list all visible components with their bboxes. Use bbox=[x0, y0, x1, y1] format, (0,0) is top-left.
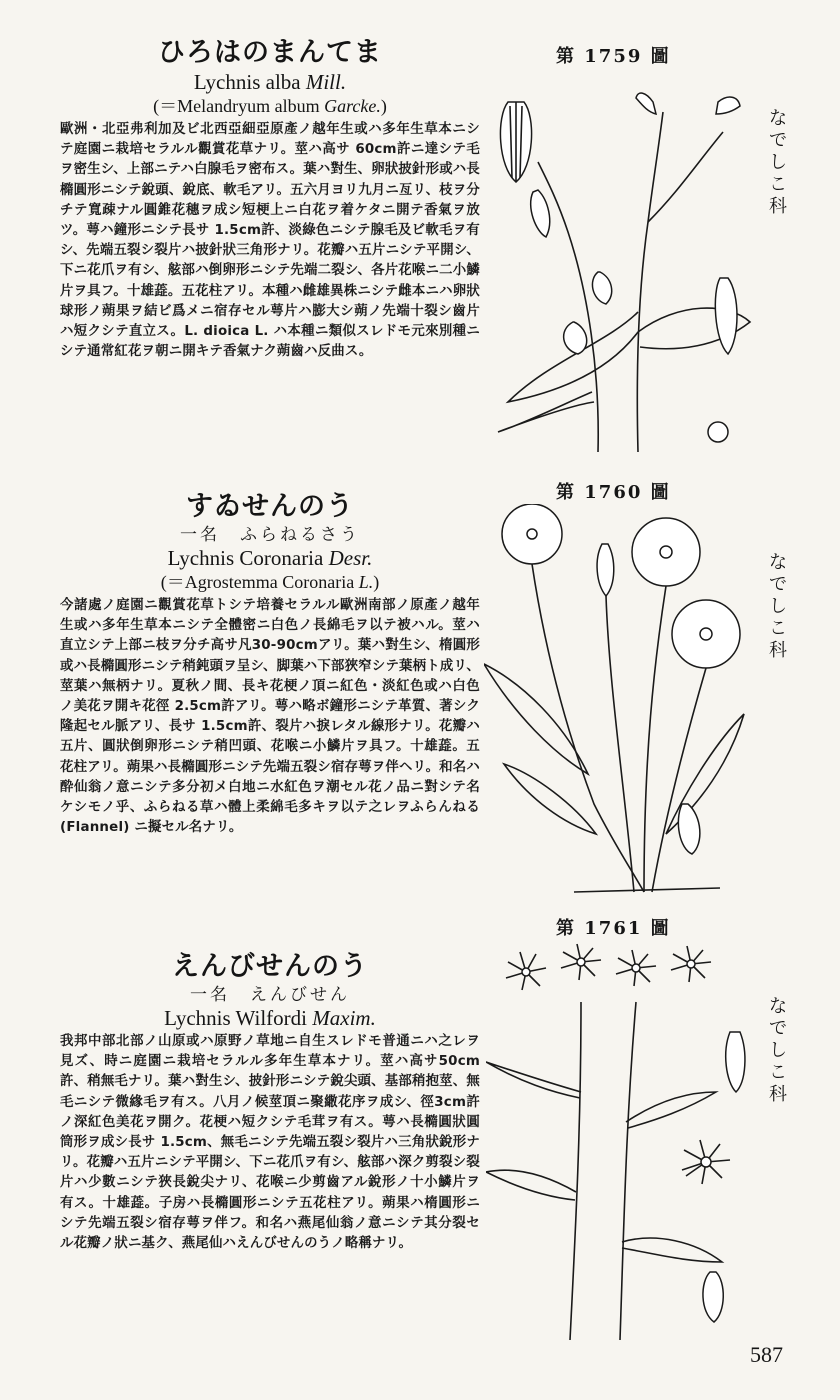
synonym: (＝Agrostemma Coronaria L.) bbox=[160, 572, 380, 592]
illustration-1760 bbox=[484, 504, 756, 896]
latin-name: Lychnis alba Mill. bbox=[193, 70, 347, 94]
family-label: なでしこ科 bbox=[769, 996, 787, 1105]
figure-label: 第 1759 圖 bbox=[556, 46, 671, 67]
entry-title-jp: ひろはのまんてま bbox=[158, 37, 382, 68]
entry-title-jp: すゐせんのう bbox=[186, 491, 354, 522]
illustration-1759 bbox=[488, 72, 758, 460]
family-label: なでしこ科 bbox=[769, 552, 787, 661]
synonym: (＝Melandryum album Garcke.) bbox=[153, 96, 387, 116]
description: 歐洲・北亞弗利加及ビ北西亞細亞原產ノ越年生或ハ多年生草本ニシテ庭園ニ栽培セラルル觀賞花草ナリ。莖ハ高サ 60cm許ニ達シテ毛ヲ密生シ、上部ニテハ白腺毛ヲ密布ス。葉ハ對生、卵狀披針形或ハ長橢圓形ニシテ銳頭、銳底、軟毛アリ。五六月ヨリ九月ニ亙リ、枝ヲ分チテ寬疎ナル圓錐花穗ヲ成シ短梗上ニ白花ヲ着ケタニ開テ香氣ヲ放ツ。萼ハ鐘形ニシテ長サ 1.5cm許、淡綠色ニシテ腺毛及ビ軟毛ヲ有シ、先端五裂シ裂片ハ披針狀三角形ナリ。花瓣ハ五片ニシテ平開シ、下ニ花爪ヲ有シ、舷部ハ倒卵形ニシテ先端二裂シ、各片花喉ニ二小鱗片ヲ具フ。十雄蕋。五花柱アリ。本種ハ雌雄異株ニシテ雌本ニハ卵狀球形ノ蒴果ヲ結ビ爲メニ宿存セル萼片ハ膨大シ蒴ノ先端十裂シ齒片ハ短クシテ直立ス。L. dioica L. ハ本種ニ類似スレドモ元來別種ニシテ通常紅花ヲ朝ニ開キテ香氣ナク蒴齒ハ反曲ス。 bbox=[60, 122, 480, 360]
latin-name: Lychnis Coronaria Desr. bbox=[167, 546, 373, 570]
alias: 一名 ふらねるさう bbox=[180, 525, 360, 545]
description: 今諸處ノ庭園ニ觀賞花草トシテ培養セラルル歐洲南部ノ原產ノ越年生或ハ多年生草本ニシテ全體密ニ白色ノ長綿毛ヲ以テ被ハル。莖ハ直立シテ上部ニ枝ヲ分チ高サ凡30-90cmアリ。葉ハ對生シ、楕圓形或ハ長橢圓形ニシテ稍鈍頭ヲ呈シ、脚葉ハ下部狹窄シテ葉柄ト成リ、莖葉ハ無柄ナリ。夏秋ノ間、長キ花梗ノ頂ニ紅色・淡紅色或ハ白色ノ美花ヲ開キ花徑 2.5cm許アリ。萼ハ略ボ鐘形ニシテ革質、著シク隆起セル脈アリ、長サ 1.5cm許、裂片ハ捩レタル線形ナリ。花瓣ハ五片、圓狀倒卵形ニシテ稍凹頭、花喉ニ小鱗片ヲ具フ。十雄蕋。五花柱アリ。蒴果ハ長橢圓形ニシテ先端五裂シ宿存萼ヲ伴ヘリ。和名ハ酔仙翁ノ意ニシテ多分初メ白地ニ水紅色ヲ潮セル花ノ品ニ對シテ名ケシモノ乎、ふらねる草ハ體上柔綿毛多キヲ以テ之レヲふらんねる (Flannel) ニ擬セル名ナリ。 bbox=[60, 598, 480, 836]
figure-label: 第 1760 圖 bbox=[556, 482, 671, 503]
latin-name: Lychnis Wilfordi Maxim. bbox=[164, 1006, 376, 1030]
page-number: 587 bbox=[750, 1342, 783, 1367]
entry-title-jp: えんびせんのう bbox=[172, 951, 368, 982]
illustration-1761 bbox=[486, 942, 756, 1340]
description: 我邦中部北部ノ山原或ハ原野ノ草地ニ自生スレドモ普通ニハ之レヲ見ズ、時ニ庭園ニ栽培セラルル多年生草本ナリ。莖ハ高サ50cm許、稍無毛ナリ。葉ハ對生シ、披針形ニシテ銳尖頭、基部稍抱莖、無毛ニシテ微緣毛ヲ有ス。八月ノ候莖頂ニ聚繖花序ヲ成シ、徑3cm許ノ深紅色美花ヲ開ク。花梗ハ短クシテ毛茸ヲ有ス。萼ハ長橢圓狀圓筒形ヲ成シ長サ 1.5cm、無毛ニシテ先端五裂シ裂片ハ三角狀銳形ナリ。花瓣ハ五片ニシテ平開シ、下ニ花爪ヲ有シ、舷部ハ深ク剪裂シ裂片ハ少數ニシテ狹長銳尖ナリ、花喉ニ少剪齒アル銳形ノ十小鱗片ヲ有ス。十雄蕋。子房ハ長橢圓形ニシテ五花柱アリ。蒴果ハ楕圓形ニシテ先端五裂シ宿存萼ヲ伴フ。和名ハ燕尾仙翁ノ意ニシテ其分裂セル花瓣ノ狀ニ基ク、燕尾仙ハえんびせんのうノ略稱ナリ。 bbox=[60, 1034, 480, 1252]
family-label: なでしこ科 bbox=[769, 108, 787, 217]
figure-label: 第 1761 圖 bbox=[556, 918, 671, 939]
alias: 一名 えんびせん bbox=[190, 985, 350, 1005]
